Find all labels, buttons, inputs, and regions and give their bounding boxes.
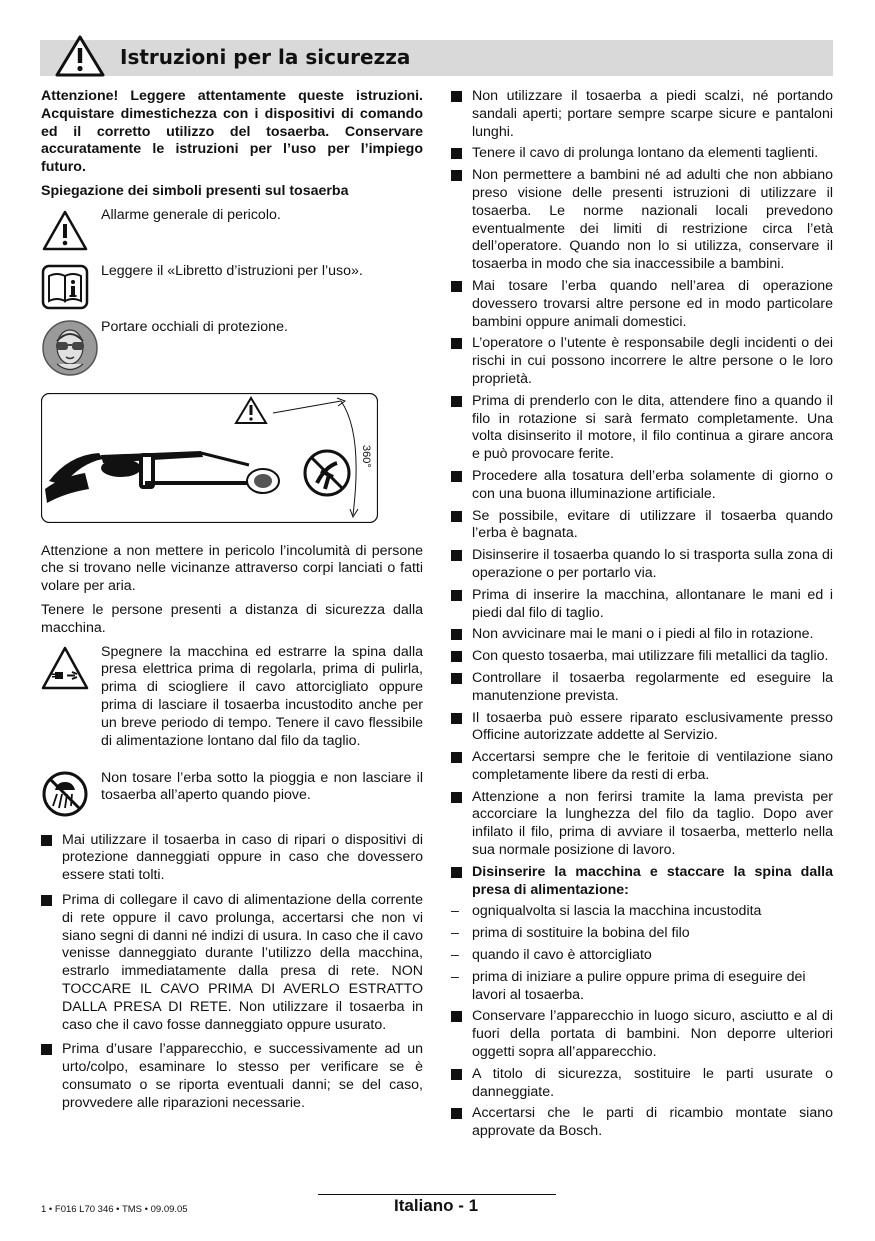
list-item: Prima d’usare l’apparecchio, e successivamente ad un urto/colpo, esaminare lo stesso per verificare se è consumato o se riporta eventuali danni; se del caso, provvedere alle riparazioni necessarie. bbox=[41, 1041, 423, 1112]
bullet-square bbox=[451, 867, 462, 878]
dash-marker: – bbox=[451, 947, 459, 964]
rotation-label: 360° bbox=[360, 444, 372, 468]
bullet-square bbox=[451, 590, 462, 601]
symbol-row-manual bbox=[41, 263, 423, 313]
symbol-text: Portare occhiali di protezione. bbox=[101, 318, 288, 335]
list-item: Accertarsi sempre che le feritoie di ventilazione siano completamente libere da resti di erba. bbox=[451, 749, 833, 785]
dash-item: – prima di sostituire la bobina del filo bbox=[451, 925, 690, 942]
symbol-row-danger bbox=[41, 207, 423, 257]
bullet-square bbox=[451, 713, 462, 724]
list-item: Disinserire il tosaerba quando lo si trasporta sulla zona di operazione o per portarlo via. bbox=[451, 547, 833, 583]
intro-warning: Attenzione! Leggere attentamente queste istruzioni. Acquistare dimestichezza con i dispositivi di comando ed il corretto utilizzo del tosaerba. Conservare accuratamente le istruzioni per l’uso per l’impiego futuro. bbox=[41, 88, 423, 176]
bullet-square bbox=[451, 550, 462, 561]
list-item: Conservare l’apparecchio in luogo sicuro, asciutto e al di fuori della portata di bambini. Non deporre ulteriori oggetti sopra all’apparecchio. bbox=[451, 1008, 833, 1061]
bullet-square bbox=[451, 651, 462, 662]
bullet-square bbox=[451, 1069, 462, 1080]
list-item: Prima di inserire la macchina, allontanare le mani ed i piedi dal filo di taglio. bbox=[451, 587, 833, 623]
symbol-row-unplug bbox=[41, 644, 423, 764]
symbol-text: Spegnere la macchina ed estrarre la spina dalla presa elettrica prima di regolarla, prima di pulirla, prima di sciogliere il cavo attorcigliato oppure prima di lasciare il tosaerba incustodito anche per un breve periodo di tempo. Tenere il cavo flessibile di alimentazione lontano dal filo da taglio. bbox=[101, 643, 423, 749]
list-item: Non utilizzare il tosaerba a piedi scalzi, né portando sandali aperti; portare sempre scarpe sicure e pantaloni lunghi. bbox=[451, 88, 833, 141]
list-item: Tenere il cavo di prolunga lontano da elementi taglienti. bbox=[451, 145, 833, 163]
paragraph: Attenzione a non mettere in pericolo l’incolumità di persone che si trovano nelle vicinanze attraverso corpi lanciati o fatti volare per aria. bbox=[41, 542, 423, 595]
bullet-square bbox=[451, 752, 462, 763]
bullet-square bbox=[41, 895, 52, 906]
bullet-square bbox=[451, 148, 462, 159]
unplug-warning-icon bbox=[41, 644, 89, 692]
bullet-square bbox=[451, 170, 462, 181]
page-number: Italiano - 1 bbox=[394, 1196, 479, 1215]
list-item: Mai utilizzare il tosaerba in caso di ripari o dispositivi di protezione danneggiati oppure in caso che dovessero essere stati tolti. bbox=[41, 832, 423, 885]
bullet-square bbox=[451, 629, 462, 640]
bullet-square bbox=[451, 281, 462, 292]
paragraph: Tenere le persone presenti a distanza di sicurezza dalla macchina. bbox=[41, 601, 423, 636]
bullet-square bbox=[451, 338, 462, 349]
bullet-square bbox=[41, 1044, 52, 1055]
list-item: L’operatore o l’utente è responsabile degli incidenti o dei rischi in cui possono incorrere le altre persone o le loro proprietà. bbox=[451, 335, 833, 388]
bullet-square bbox=[451, 673, 462, 684]
list-item: Controllare il tosaerba regolarmente ed eseguire la manutenzione prevista. bbox=[451, 670, 833, 706]
section-header bbox=[40, 40, 833, 76]
no-rain-icon bbox=[41, 770, 89, 818]
dash-marker: – bbox=[451, 903, 459, 920]
left-column bbox=[41, 88, 423, 1113]
document-code: 1 • F016 L70 346 • TMS • 09.09.05 bbox=[41, 1204, 188, 1215]
list-item: Con questo tosaerba, mai utilizzare fili metallici da taglio. bbox=[451, 648, 833, 666]
list-item: Prima di collegare il cavo di alimentazione della corrente di rete oppure il cavo prolunga, accertarsi che non vi siano segni di danni né indizi di usura. In caso che il cavo venisse danneggiato durante l’utilizzo della macchina, estrarlo immediatamente dalla presa di rete. NON TOCCARE IL CAVO PRIMA DI AVERLO ESTRATTO DALLA PRESA DI RETE. Non utilizzare il tosaerba in caso che il cavo fosse danneggiato oppure usurato. bbox=[41, 892, 423, 1034]
symbol-row-rain bbox=[41, 770, 423, 822]
bullet-square bbox=[451, 792, 462, 803]
symbols-heading: Spiegazione dei simboli presenti sul tosaerba bbox=[41, 182, 349, 199]
page-title: Istruzioni per la sicurezza bbox=[120, 45, 411, 69]
list-item-bold: Disinserire la macchina e staccare la spina dalla presa di alimentazione: bbox=[451, 864, 833, 900]
bullet-square bbox=[451, 511, 462, 522]
safety-goggles-icon bbox=[41, 319, 99, 377]
list-item: Procedere alla tosatura dell’erba solamente di giorno o con una buona illuminazione artificiale. bbox=[451, 468, 833, 504]
symbol-text: Allarme generale di pericolo. bbox=[101, 206, 281, 223]
list-item: A titolo di sicurezza, sostituire le parti usurate o danneggiate. bbox=[451, 1066, 833, 1102]
dash-marker: – bbox=[451, 968, 459, 985]
right-column bbox=[451, 88, 833, 1141]
symbol-text: Leggere il «Libretto d’istruzioni per l’uso». bbox=[101, 262, 363, 279]
dash-item: – prima di iniziare a pulire oppure prima di eseguire dei lavori al tosaerba. bbox=[451, 968, 806, 1003]
manual-book-icon bbox=[41, 263, 89, 311]
list-item: Attenzione a non ferirsi tramite la lama prevista per accorciare la lunghezza del filo da taglio. Dopo aver infilato il filo, prima di avviare il tosaerba, metterlo nella sua normale posizione di lavoro. bbox=[451, 789, 833, 860]
list-item: Non permettere a bambini né ad adulti che non abbiano preso visione delle presenti istruzioni di utilizzare il tosaerba. Le norme nazionali locali prevedono eventualmente dei limiti di restrizione circa l’età dell’operatore. Quando non lo si utilizza, conservare il tosaerba in modo che sia inaccessibile a bambini. bbox=[451, 167, 833, 274]
symbol-row-goggles bbox=[41, 319, 423, 381]
warning-triangle-icon bbox=[41, 207, 89, 255]
list-item: Non avvicinare mai le mani o i piedi al filo in rotazione. bbox=[451, 626, 833, 644]
footer-divider bbox=[318, 1194, 556, 1195]
symbol-text: Non tosare l’erba sotto la pioggia e non lasciare il tosaerba all’aperto quando piove. bbox=[101, 769, 423, 804]
bullet-square bbox=[41, 835, 52, 846]
list-item: Se possibile, evitare di utilizzare il tosaerba quando l’erba è bagnata. bbox=[451, 508, 833, 544]
dash-marker: – bbox=[451, 925, 459, 942]
bullet-square bbox=[451, 471, 462, 482]
bullet-square bbox=[451, 396, 462, 407]
warning-triangle-icon bbox=[54, 34, 106, 78]
list-item: Prima di prenderlo con le dita, attendere fino a quando il filo in rotazione si sarà fermato completamente. Una volta disinserito il motore, il filo continua a girare ancora e può provocare ferite. bbox=[451, 393, 833, 464]
bullet-square bbox=[451, 91, 462, 102]
dash-item: – ogniqualvolta si lascia la macchina incustodita bbox=[451, 903, 762, 920]
list-item: Accertarsi che le parti di ricambio montate siano approvate da Bosch. bbox=[451, 1105, 833, 1141]
list-item: Mai tosare l’erba quando nell’area di operazione dovessero trovarsi altre persone ed in modo particolare bambini oppure animali domestici. bbox=[451, 278, 833, 331]
list-item: Il tosaerba può essere riparato esclusivamente presso Officine autorizzate addette al Servizio. bbox=[451, 710, 833, 746]
trimmer-safety-illustration bbox=[41, 393, 378, 523]
bullet-square bbox=[451, 1011, 462, 1022]
dash-item: – quando il cavo è attorcigliato bbox=[451, 947, 652, 964]
bullet-square bbox=[451, 1108, 462, 1119]
